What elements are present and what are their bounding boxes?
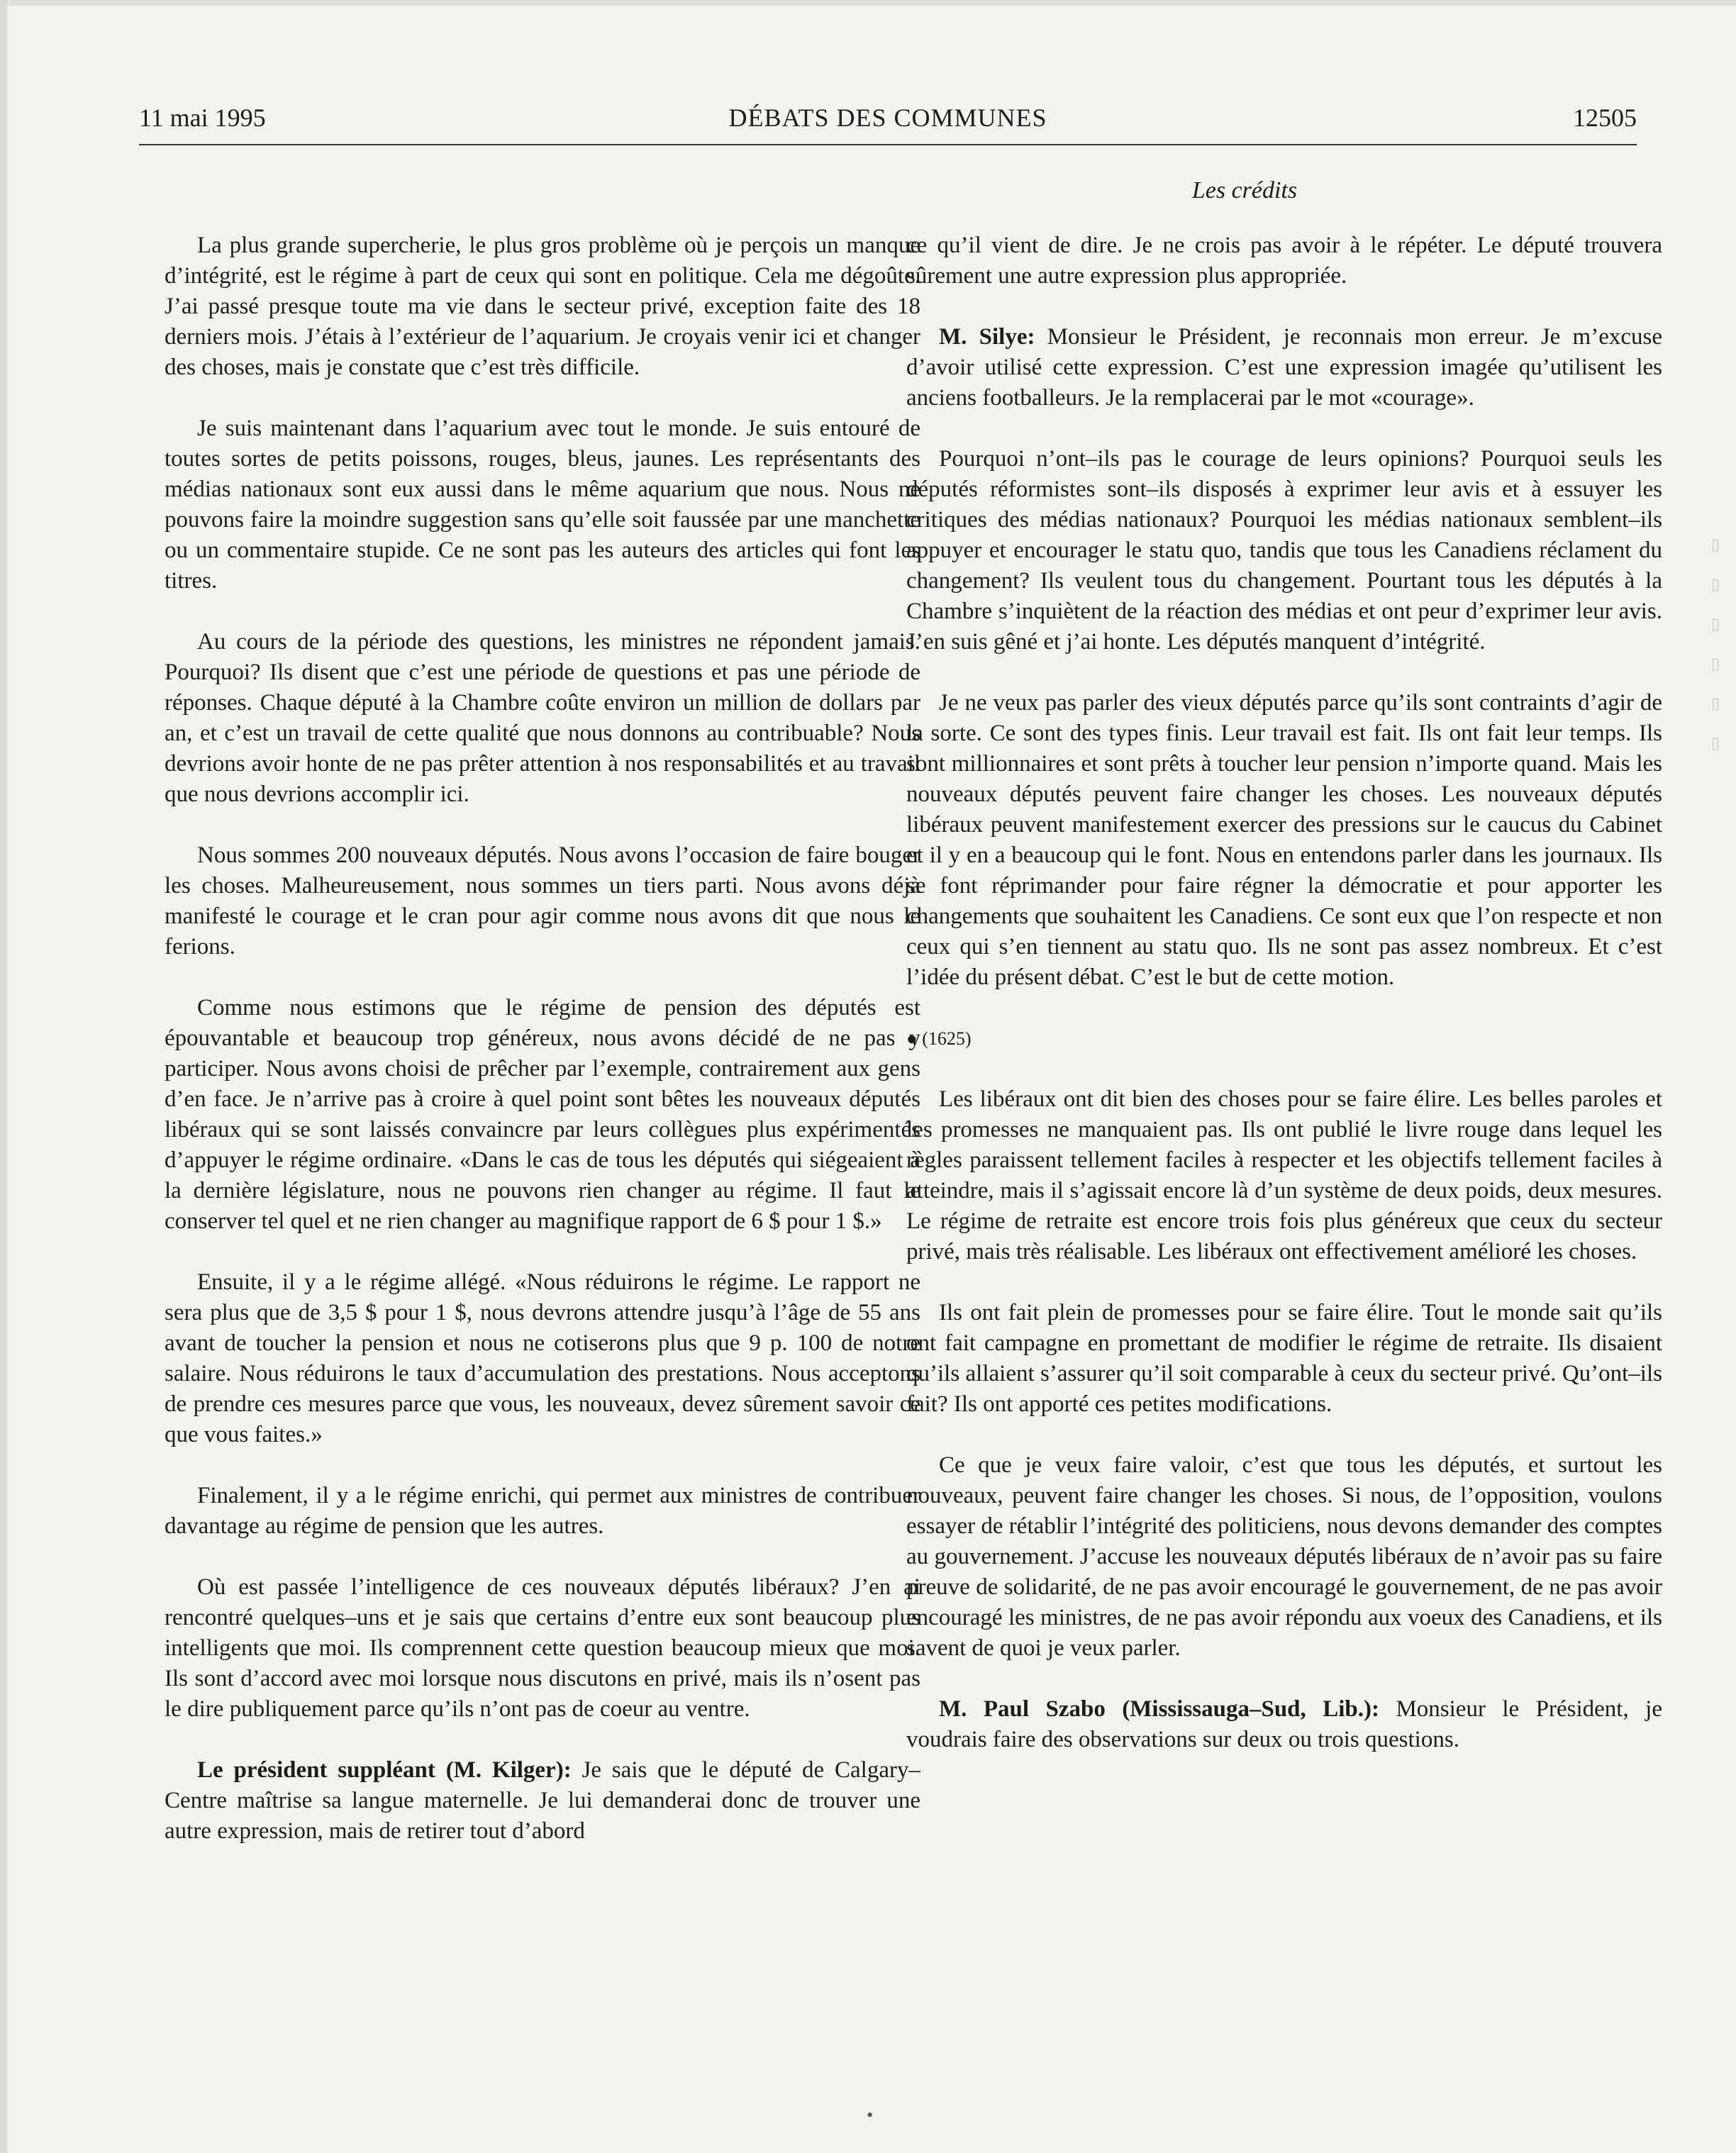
header-page-number: 12505 xyxy=(1573,104,1637,132)
paragraph-text: Je sais que le député de Calgary–Centre maîtrise sa langue maternelle. Je lui demanderai donc de trouver une autre expression, mais de retirer tout d’abord xyxy=(165,1757,920,1844)
paragraph-text: Monsieur le Président, je reconnais mon erreur. Je m’excuse d’avoir utilisé cette expression. C’est une expression imagée qu’utilisent les anciens footballeurs. Je la remplacerai par le mot «courage». xyxy=(906,324,1662,411)
section-title: Les crédits xyxy=(1191,177,1298,204)
speaker-name: Le président suppléant (M. Kilger): xyxy=(197,1757,572,1783)
paragraph xyxy=(906,1298,1662,1420)
paragraph xyxy=(906,1450,1662,1664)
right-column xyxy=(906,230,1662,1786)
running-header xyxy=(139,103,1637,145)
paragraph xyxy=(165,1267,920,1450)
scan-edge-left xyxy=(0,0,7,2153)
header-date: 11 mai 1995 xyxy=(139,104,266,132)
margin-bleed-marks: ▯ ▯ ▯ ▯ ▯ ▯ xyxy=(1710,535,1720,752)
paragraph-text: Au cours de la période des questions, les ministres ne répondent jamais. Pourquoi? Ils disent que c’est une période de questions et pas une période de réponses. Chaque député à la Chambre coûte environ un million de dollars par an, et c’est un travail de cette qualité que nous donnons au contribuable? Nous devrions avoir honte de ne pas prêter attention à nos responsabilités et au travail que nous devrions accomplir ici. xyxy=(165,629,920,807)
paragraph-text: Les libéraux ont dit bien des choses pour se faire élire. Les belles paroles et les promesses ne manquaient pas. Ils ont publié le livre rouge dans lequel les règles paraissent tellement faciles à respecter et les objectifs tellement faciles à atteindre, mais il s’agissait encore là d’un système de deux poids, deux mesures. Le régime de retraite est encore trois fois plus généreux que ceux du secteur privé, mais très réalisable. Les libéraux ont effectivement amélioré les choses. xyxy=(906,1086,1662,1264)
paragraph-text: Ce que je veux faire valoir, c’est que tous les députés, et surtout les nouveaux, peuvent faire changer les choses. Si nous, de l’opposition, voulons essayer de rétablir l’intégrité des politiciens, nous devons demander des comptes au gouvernement. J’accuse les nouveaux députés libéraux de n’avoir pas su faire preuve de solidarité, de ne pas avoir encouragé le gouvernement, de ne pas avoir encouragé les ministres, de ne pas avoir répondu aux voeux des Canadiens, et ils savent de quoi je veux parler. xyxy=(906,1452,1662,1661)
paragraph xyxy=(165,230,920,383)
paragraph xyxy=(906,444,1662,657)
paragraph xyxy=(165,1572,920,1725)
speaker-name: M. Silye: xyxy=(939,324,1035,350)
paragraph-text: La plus grande supercherie, le plus gros problème où je perçois un manque d’intégrité, est le régime à part de ceux qui sont en politique. Cela me dégoûte. J’ai passé presque toute ma vie dans le secteur privé, exception faite des 18 derniers mois. J’étais à l’extérieur de l’aquarium. Je croyais venir ici et changer des choses, mais je constate que c’est très difficile. xyxy=(165,233,920,380)
paragraph-text: Ensuite, il y a le régime allégé. «Nous réduirons le régime. Le rapport ne sera plus que de 3,5 $ pour 1 $, nous devrons attendre jusqu’à l’âge de 55 ans avant de toucher la pension et nous ne cotiserons plus que 9 p. 100 de notre salaire. Nous réduirons le taux d’accumulation des prestations. Nous acceptons de prendre ces mesures parce que vous, les nouveaux, devez sûrement savoir ce que vous faites.» xyxy=(165,1269,920,1447)
paragraph xyxy=(165,1481,920,1542)
paragraph xyxy=(906,1084,1662,1267)
paragraph-text: Monsieur le Président, je voudrais faire des observations sur deux ou trois questions. xyxy=(906,1696,1662,1752)
paragraph xyxy=(165,993,920,1237)
scan-edge-top xyxy=(0,0,1736,6)
header-title: DÉBATS DES COMMUNES xyxy=(728,104,1047,132)
paragraph xyxy=(906,230,1662,291)
header-rule xyxy=(139,144,1637,145)
speaker-paragraph xyxy=(165,1755,920,1847)
paragraph xyxy=(165,413,920,596)
paragraph-text: Où est passée l’intelligence de ces nouveaux députés libéraux? J’en ai rencontré quelques–uns et je sais que certains d’entre eux sont beaucoup plus intelligents que moi. Ils comprennent cette question beaucoup mieux que moi. Ils sont d’accord avec moi lorsque nous discutons en privé, mais ils n’osent pas le dire publiquement parce qu’ils n’ont pas de coeur au ventre. xyxy=(165,1574,920,1722)
paragraph-text: Je ne veux pas parler des vieux députés parce qu’ils sont contraints d’agir de la sorte. Ce sont des types finis. Leur travail est fait. Ils ont fait leur temps. Ils sont millionnaires et sont prêts à toucher leur pension n’importe quand. Mais les nouveaux députés peuvent faire changer les choses. Les nouveaux députés libéraux peuvent manifestement exercer des pressions sur le caucus du Cabinet et il y en a beaucoup qui le font. Nous en entendons parler dans les journaux. Ils se font réprimander pour faire régner la démocratie et pour apporter les changements que souhaitent les Canadiens. Ce sont eux que l’on respecte et non ceux qui s’en tiennent au statu quo. Ils ne sont pas assez nombreux. Et c’est l’idée du présent débat. C’est le but de cette motion. xyxy=(906,690,1662,990)
footer-mark: • xyxy=(867,2105,874,2125)
speaker-paragraph xyxy=(906,1694,1662,1755)
paragraph-text: Finalement, il y a le régime enrichi, qui permet aux ministres de contribuer davantage au régime de pension que les autres. xyxy=(165,1483,920,1539)
time-marker: ● (1625) xyxy=(906,1028,972,1049)
speaker-name: M. Paul Szabo (Mississauga–Sud, Lib.): xyxy=(939,1696,1379,1722)
left-column xyxy=(165,230,920,1877)
paragraph-text: Comme nous estimons que le régime de pension des députés est épouvantable et beaucoup trop généreux, nous avons décidé de ne pas y participer. Nous avons choisi de prêcher par l’exemple, contrairement aux gens d’en face. Je n’arrive pas à croire à quel point sont bêtes les nouveaux députés libéraux qui se sont laissés convaincre par leurs collègues plus expérimentés d’appuyer le régime ordinaire. «Dans le cas de tous les députés qui siégeaient à la dernière législature, nous ne pouvons rien changer au régime. Il faut le conserver tel quel et ne rien changer au magnifique rapport de 6 $ pour 1 $.» xyxy=(165,995,920,1234)
speaker-paragraph xyxy=(906,322,1662,413)
paragraph-text: Je suis maintenant dans l’aquarium avec tout le monde. Je suis entouré de toutes sortes de petits poissons, rouges, bleus, jaunes. Les représentants des médias nationaux sont eux aussi dans le même aquarium que nous. Nous ne pouvons faire la moindre suggestion sans qu’elle soit faussée par une manchette ou un commentaire stupide. Ce ne sont pas les auteurs des articles qui font les titres. xyxy=(165,416,920,594)
paragraph xyxy=(165,627,920,810)
paragraph-text: Ils ont fait plein de promesses pour se faire élire. Tout le monde sait qu’ils ont fait campagne en promettant de modifier le régime de retraite. Ils disaient qu’ils allaient s’assurer qu’il soit comparable à ceux du secteur privé. Qu’ont–ils fait? Ils ont apporté ces petites modifications. xyxy=(906,1300,1662,1417)
paragraph-text: Pourquoi n’ont–ils pas le courage de leurs opinions? Pourquoi seuls les députés réformistes sont–ils disposés à exprimer leur avis et à essuyer les critiques des médias nationaux? Pourquoi les médias nationaux semblent–ils appuyer et encourager le statu quo, tandis que tous les Canadiens réclament du changement? Ils veulent tous du changement. Pourtant tous les députés à la Chambre s’inquiètent de la réaction des médias et ont peur d’exprimer leur avis. J’en suis gêné et j’ai honte. Les députés manquent d’intégrité. xyxy=(906,446,1662,655)
paragraph xyxy=(165,840,920,962)
paragraph-text: ce qu’il vient de dire. Je ne crois pas avoir à le répéter. Le député trouvera sûrement une autre expression plus appropriée. xyxy=(906,233,1662,289)
paragraph xyxy=(906,688,1662,993)
paragraph-text: Nous sommes 200 nouveaux députés. Nous avons l’occasion de faire bouger les choses. Malheureusement, nous sommes un tiers parti. Nous avons déjà manifesté le courage et le cran pour agir comme nous avons dit que nous le ferions. xyxy=(165,842,920,959)
